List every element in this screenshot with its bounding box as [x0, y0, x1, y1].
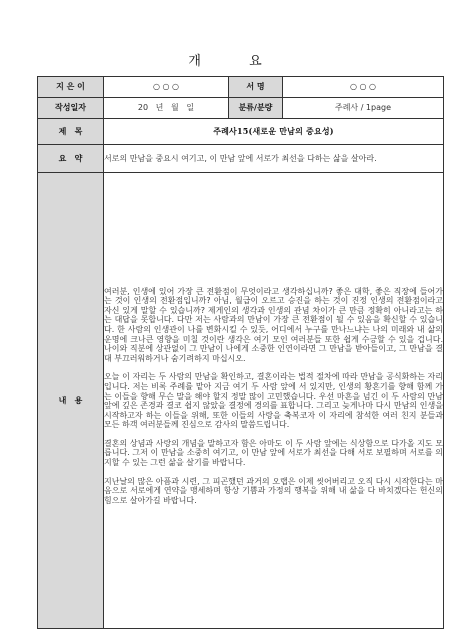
- content-paragraph: 지난날의 많은 아픔과 시련, 그 피곤했던 과거의 오랩은 이제 씻어버리고 오직 다시 시작한다는 마음으로 서로에게 연약을 맹세하며 항상 기쁨과 가정의 행복을 위해 내 삶을 다 바치겠다는 헌신의 힘으로 살아가길 바랍니다.: [104, 476, 443, 505]
- subject-label: 제 목: [38, 119, 104, 145]
- author-row: [38, 77, 444, 98]
- content-paragraph: 오늘 이 자리는 두 사람의 만남을 확인하고, 결혼이라는 법적 절차에 따라 만남을 공식화하는 자리입니다. 저는 비록 주례를 맡아 지금 여기 두 사람 앞에 서 있지만, 인생의 황혼기를 향해 함께 가는 이들을 향해 무슨 말을 해야 할지 정말 많이 고민했습니다. 우선 마흔을 넘긴 이 두 사람의 만남 앞에 깊은 존경과 결코 쉽지 않았을 결정에 경의를 표합니다. 그리고 늦게나마 다시 만남의 인생을 시작하고자 하는 이들을 위해, 또한 이들의 사랑을 축복코자 이 자리에 참석한 여러 친지 분들과 모든 하객 여러분들께 진심으로 감사의 말씀드립니다.: [104, 372, 443, 430]
- date-label: 작성일자: [38, 98, 104, 119]
- content-paragraph: 결혼의 상념과 사랑의 개념을 말하고자 함은 아마도 이 두 사람 앞에는 식상함으로 다가올 지도 모릅니다. 그저 이 만남을 소중히 여기고, 이 만남 앞에 서로가 최선을 다해 서로 보필하며 서로를 의지할 수 있는 그런 삶을 살기를 바랍니다.: [104, 438, 443, 468]
- content-body: [104, 173, 444, 629]
- summary-label: 요 약: [38, 145, 104, 173]
- subject-row: [38, 119, 444, 145]
- author-label: 지 은 이: [38, 77, 104, 98]
- author-value: ○ ○ ○: [104, 77, 229, 98]
- content-row: [38, 173, 444, 629]
- summary-value: 서로의 만남을 중요시 여기고, 이 만남 앞에 서로가 최선을 다하는 삶을 살아라.: [104, 145, 444, 173]
- subject-value: 주례사15(새로운 만남의 중요성): [104, 119, 444, 145]
- signature-label: 서 명: [229, 77, 283, 98]
- content-label: 내 용: [38, 173, 104, 629]
- page-title: 개 요: [188, 54, 284, 69]
- summary-row: [38, 145, 444, 173]
- date-row: [38, 98, 444, 119]
- category-value: 주례사 / 1page: [283, 98, 444, 119]
- signature-value: ○ ○ ○: [283, 77, 444, 98]
- category-label: 분류/분량: [229, 98, 283, 119]
- overview-form-table: [37, 76, 444, 629]
- date-value: 20 년 월 일: [104, 98, 229, 119]
- content-paragraph: 여러분, 인생에 있어 가장 큰 전환점이 무엇이라고 생각하십니까? 좋은 대학, 좋은 직장에 들어가는 것이 인생의 전환점입니까? 아님, 월급이 오르고 승진을 하는 것이 진정 인생의 전환점이라고 자신 있게 말할 수 있습니까? 제게인의 생각과 인생의 관념 차이가 큰 만큼 정확히 아니라고는 하는 대답을 못합니다. 다만 저는 사람과의 만남이 가장 큰 전환점이 될 수 있음을 확신할 수 있습니다. 한 사람의 인생관이 나를 변화시킬 수 있듯, 어디에서 누구를 만나느냐는 나의 미래와 내 삶의 운명에 크나큰 영향을 미칠 것이란 생각은 여기 모인 여러분들 또한 쉽게 수긍할 수 있을 겁니다. 나이와 직분에 상관없이 그 만남이 나에게 소중한 인연이라면 그 만남을 받아들이고, 그 만남을 결대 부끄러워하거나 숨기려하지 마십시오.: [104, 286, 443, 363]
